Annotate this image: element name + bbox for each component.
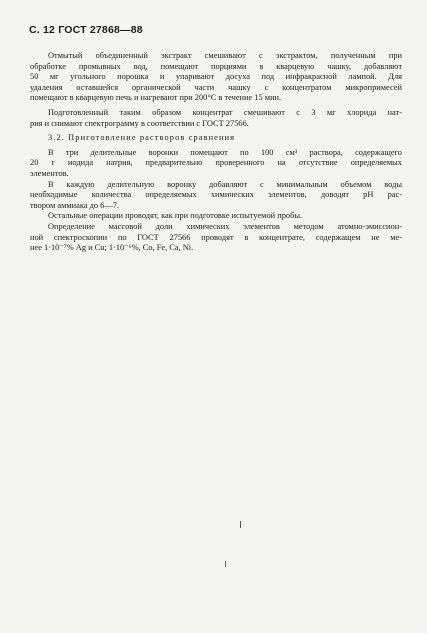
text-line: В три делительные воронки помещают по 100 см³ раствора, содержащего — [48, 147, 402, 157]
text-line: рия и снимают спектрограмму в соответствии с ГОСТ 27566. — [30, 118, 249, 128]
text-line: 20 г иодида натрия, предварительно проверенного на отсутствие определяемых — [30, 158, 402, 168]
text-line: Подготовленный таким образом концентрат смешивают с 3 мг хлорида нат- — [48, 107, 402, 117]
text-line: В каждую делительную воронку добавляют с минимальным объемом воды — [48, 179, 402, 189]
text-line: необходимые количества определяемых химических элементов, доводят pH рас- — [30, 190, 402, 200]
section-heading: 3.2. Приготовление растворов сравнения — [48, 133, 236, 143]
text-line: нее 1·10⁻⁷% Ag и Cu; 1·10⁻⁶%, Co, Fe, Ca, Ni. — [30, 243, 194, 253]
text-line: Остальные операции проводят, как при подготовке испытуемой пробы. — [48, 211, 303, 221]
text-line: Определение массовой доли химических элементов методом атомно-эмиссион- — [48, 221, 402, 231]
text-line: твором аммиака до 6—7. — [30, 200, 120, 210]
text-line: элементов. — [30, 168, 69, 178]
text-line: ной спектроскопии по ГОСТ 27566 проводят в концентрате, содержащем не ме- — [30, 232, 402, 242]
scan-speck — [225, 561, 226, 567]
text-line: Отмытый объединенный экстракт смешивают с экстрактом, полученным при — [48, 51, 402, 60]
document-body — [30, 51, 402, 254]
text-line: помещают в кварцевую печь и нагревают при 200°С в течение 15 мин. — [30, 93, 282, 103]
text-line: 50 мг угольного порошка и упаривают досуха под инфракрасной лампой. Для — [30, 72, 402, 82]
text-line: обработке промывных вод, помещают порциями в кварцевую чашку, добавляют — [30, 61, 402, 71]
page-header: С. 12 ГОСТ 27868—88 — [29, 24, 143, 36]
scan-speck — [240, 521, 241, 528]
text-line: удаления оставшейся органической части чашку с концентратом микропримесей — [30, 82, 402, 92]
